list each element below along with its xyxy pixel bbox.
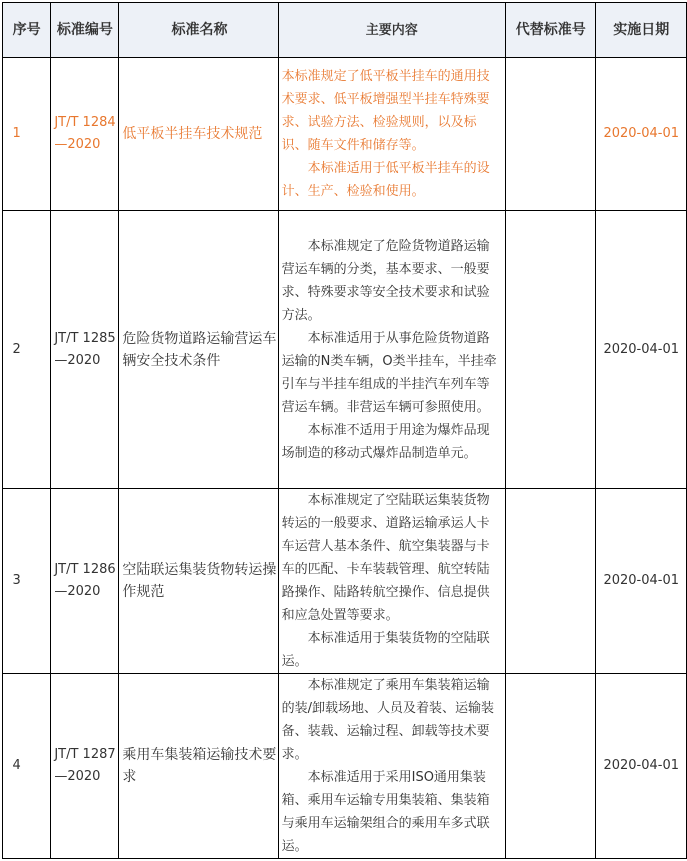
content-paragraph: 本标准适用于集装货物的空陆联运。 — [281, 631, 490, 669]
content-paragraph: 本标准规定了低平板半挂车的通用技术要求、低平板增强型半挂车特殊要求、试验方法、检验规则，以及标识、随车文件和储存等。 — [281, 69, 490, 153]
table-row — [3, 489, 687, 674]
row-name: 低平板半挂车技术规范 — [119, 58, 278, 211]
content-paragraph: 本标准规定了危险货物道路运输营运车辆的分类，基本要求、一般要求、特殊要求等安全技术要求和试验方法。 — [281, 238, 490, 323]
table-row — [3, 58, 687, 211]
row-name: 空陆联运集装货物转运操作规范 — [119, 489, 278, 674]
content-paragraph: 本标准适用于采用ISO通用集装箱、乘用车运输专用集装箱、集装箱与乘用车运输架组合的乘用车多式联运。 — [281, 770, 490, 854]
row-date: 2020-04-01 — [596, 674, 687, 859]
header-date: 实施日期 — [596, 3, 687, 58]
content-paragraph: 本标准不适用于用途为爆炸品现场制造的移动式爆炸品制造单元。 — [281, 422, 490, 461]
row-replace — [505, 211, 595, 489]
row-replace — [505, 58, 595, 211]
content-paragraph: 本标准适用于从事危险货物道路运输的N类车辆，O类半挂车，半挂牵引车与半挂车组成的半挂汽车列车等营运车辆。非营运车辆可参照使用。 — [281, 330, 497, 415]
content-paragraph: 本标准规定了乘用车集装箱运输的装/卸载场地、人员及着装、运输装备、装载、运输过程、卸载等技术要求。 — [281, 678, 494, 762]
table-row — [3, 211, 687, 489]
row-replace — [505, 489, 595, 674]
row-replace — [505, 674, 595, 859]
row-date: 2020-04-01 — [596, 211, 687, 489]
row-content — [278, 489, 505, 674]
header-content: 主要内容 — [278, 3, 505, 58]
row-name: 危险货物道路运输营运车辆安全技术条件 — [119, 211, 278, 489]
row-code: JT/T 1286—2020 — [51, 489, 119, 674]
row-code: JT/T 1284—2020 — [51, 58, 119, 211]
row-date: 2020-04-01 — [596, 58, 687, 211]
row-seq: 1 — [3, 58, 51, 211]
table-row — [3, 674, 687, 859]
header-row — [3, 3, 687, 58]
content-paragraph: 本标准适用于低平板半挂车的设计、生产、检验和使用。 — [281, 161, 490, 199]
header-replace: 代替标准号 — [505, 3, 595, 58]
header-code: 标准编号 — [51, 3, 119, 58]
row-seq: 3 — [3, 489, 51, 674]
row-date: 2020-04-01 — [596, 489, 687, 674]
row-content — [278, 58, 505, 211]
header-seq: 序号 — [3, 3, 51, 58]
row-content — [278, 211, 505, 489]
row-name: 乘用车集装箱运输技术要求 — [119, 674, 278, 859]
content-paragraph: 本标准规定了空陆联运集装货物转运的一般要求、道路运输承运人卡车运营人基本条件、航空集装器与卡车的匹配、卡车装载管理、航空转陆路操作、陆路转航空操作、信息提供和应急处置等要求。 — [281, 493, 490, 623]
row-seq: 2 — [3, 211, 51, 489]
row-seq: 4 — [3, 674, 51, 859]
row-code: JT/T 1287—2020 — [51, 674, 119, 859]
header-name: 标准名称 — [119, 3, 278, 58]
row-code: JT/T 1285—2020 — [51, 211, 119, 489]
row-content — [278, 674, 505, 859]
standards-table — [2, 2, 687, 859]
